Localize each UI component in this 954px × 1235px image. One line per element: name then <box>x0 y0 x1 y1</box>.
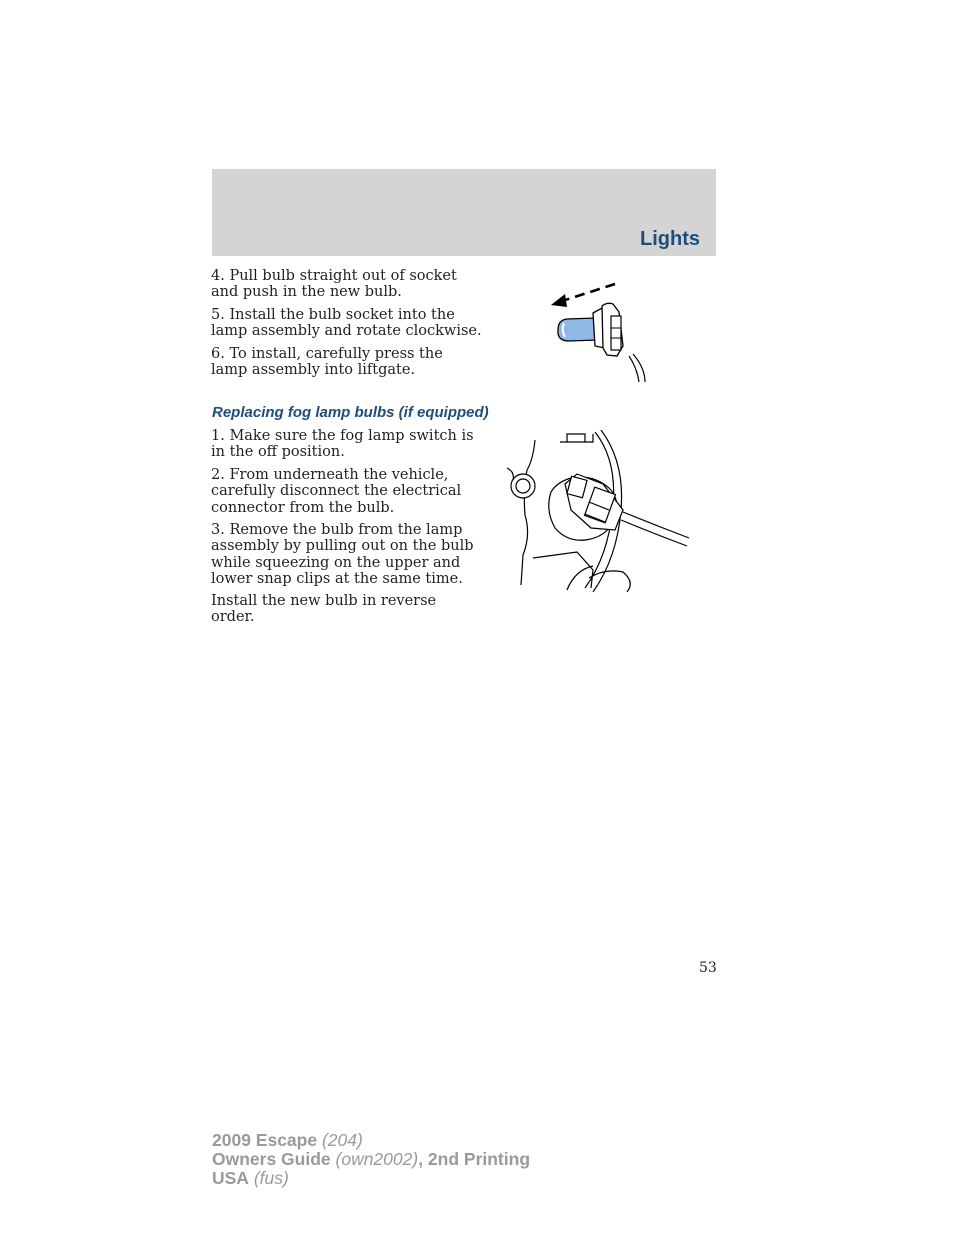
fog-install-line-2: order. <box>211 609 255 626</box>
step-6-text <box>211 346 443 379</box>
fog-step-1-line-2: in the off position. <box>211 444 345 461</box>
step-6-line-2: lamp assembly into liftgate. <box>211 362 416 379</box>
section-title: Lights <box>640 228 700 250</box>
step-6-line-1: 6. To install, carefully press the <box>211 346 443 362</box>
fog-step-3-line-2: assembly by pulling out on the bulb <box>211 538 474 555</box>
footer-model: 2009 Escape <box>212 1130 318 1150</box>
fog-step-3-line-3: while squeezing on the upper and <box>211 554 461 571</box>
wire-lines <box>629 354 645 382</box>
step-5-line-2: lamp assembly and rotate clockwise. <box>211 323 482 340</box>
footer-line-3 <box>212 1169 530 1188</box>
fog-step-2-line-3: connector from the bulb. <box>211 499 395 516</box>
footer-line-1 <box>212 1131 530 1150</box>
fog-step-1-text <box>211 428 474 461</box>
fog-install-line-1: Install the new bulb in reverse <box>211 593 437 609</box>
fog-step-2-line-1: 2. From underneath the vehicle, <box>211 467 449 483</box>
footer-line-2 <box>212 1150 530 1169</box>
step-4-line-2: and push in the new bulb. <box>211 284 402 301</box>
fog-section-heading: Replacing fog lamp bulbs (if equipped) <box>212 404 489 421</box>
fog-step-2-text <box>211 467 461 516</box>
step-5-line-1: 5. Install the bulb socket into the <box>211 307 455 323</box>
fog-step-1-line-1: 1. Make sure the fog lamp switch is <box>211 428 474 444</box>
fog-step-3-text <box>211 522 474 588</box>
footer-market: USA <box>212 1168 249 1188</box>
mounting-knob-icon <box>507 468 535 498</box>
fog-lamp-connector-illustration <box>505 430 695 592</box>
bulb-socket-illustration <box>545 280 655 385</box>
section-header-band <box>212 169 716 256</box>
page-number: 53 <box>699 960 717 976</box>
step-4-line-1: 4. Pull bulb straight out of socket <box>211 268 457 284</box>
wire-harness <box>621 512 689 546</box>
connector-icon <box>549 474 623 540</box>
socket-icon <box>593 303 623 356</box>
fog-install-text <box>211 593 436 626</box>
document-footer <box>212 1131 530 1188</box>
bulb-icon <box>558 318 597 341</box>
fog-step-3-line-1: 3. Remove the bulb from the lamp <box>211 522 463 538</box>
fog-step-2-line-2: carefully disconnect the electrical <box>211 483 462 500</box>
step-4-text <box>211 268 457 301</box>
footer-guide: Owners Guide <box>212 1149 331 1169</box>
step-5-text <box>211 307 482 340</box>
footer-market-code: (fus) <box>248 1168 289 1188</box>
footer-model-code: (204) <box>317 1130 363 1150</box>
bottom-bracket <box>533 552 630 592</box>
footer-printing: , 2nd Printing <box>418 1149 531 1169</box>
fog-step-3-line-4: lower snap clips at the same time. <box>211 571 463 588</box>
footer-guide-code: (own2002) <box>330 1149 419 1169</box>
